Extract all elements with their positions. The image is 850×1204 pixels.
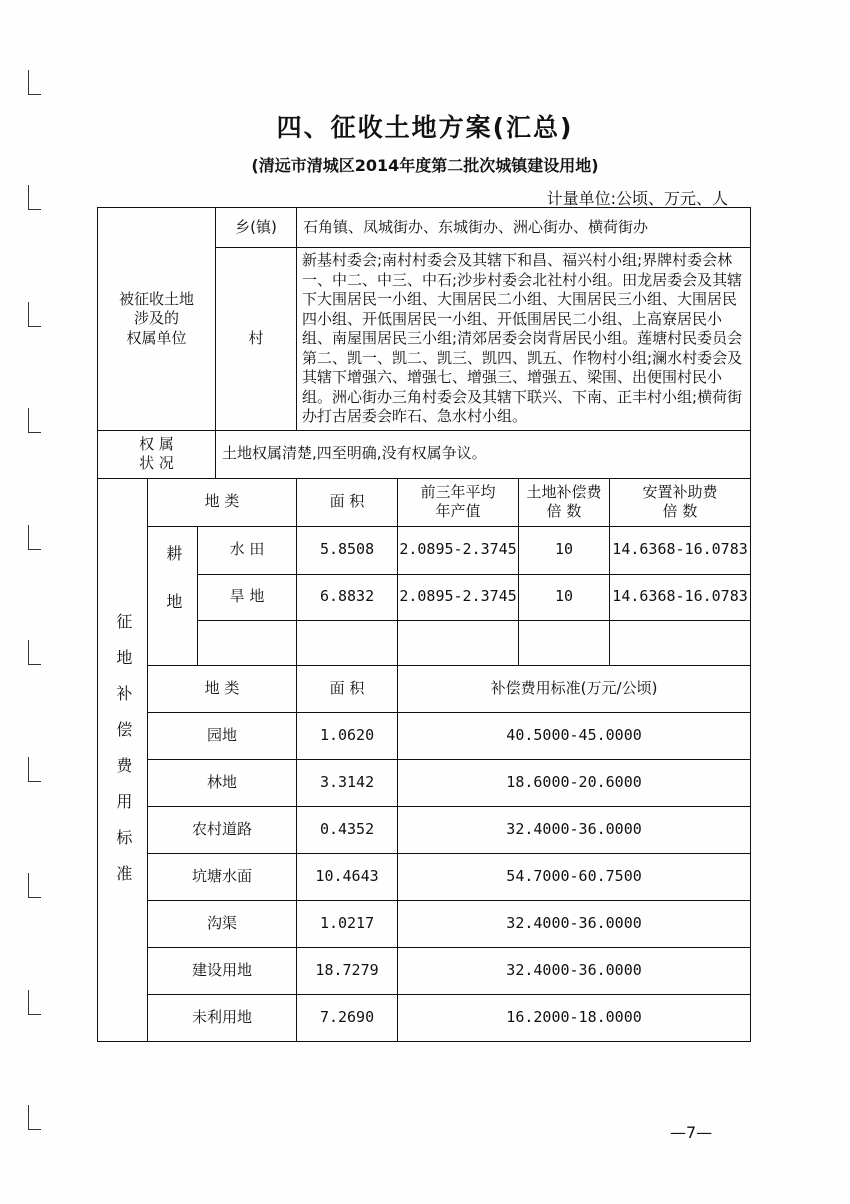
arable-empty-cell <box>398 620 519 665</box>
compensation-side-label: 征地补偿费用标准 <box>98 478 148 1041</box>
other-row-area: 3.3142 <box>297 759 398 806</box>
other-row-type: 沟渠 <box>148 900 297 947</box>
owner-unit-label: 被征收土地 涉及的 权属单位 <box>98 208 216 431</box>
arable-empty-cell <box>198 620 297 665</box>
arable-empty-cell <box>610 620 751 665</box>
binding-mark <box>28 757 41 782</box>
other-row-standard: 40.5000-45.0000 <box>398 712 751 759</box>
binding-mark <box>28 408 41 433</box>
ownership-status-value: 土地权属清楚,四至明确,没有权属争议。 <box>216 430 751 478</box>
arable-row-area: 5.8508 <box>297 526 398 574</box>
arable-row-resettle: 14.6368-16.0783 <box>610 526 751 574</box>
measurement-unit: 计量单位:公顷、万元、人 <box>546 189 728 208</box>
arable-row-multiple: 10 <box>519 574 610 620</box>
arable-label: 耕地 <box>148 526 198 665</box>
land-acquisition-table <box>97 207 751 1042</box>
arable-header-multiple: 土地补偿费 倍 数 <box>519 478 610 526</box>
town-value: 石角镇、凤城街办、东城街办、洲心街办、横荷街办 <box>297 208 751 248</box>
page-title: 四、征收土地方案(汇总) <box>276 113 574 142</box>
other-row-standard: 32.4000-36.0000 <box>398 900 751 947</box>
other-row-type: 农村道路 <box>148 806 297 853</box>
other-row-type: 建设用地 <box>148 947 297 994</box>
arable-row-output: 2.0895-2.3745 <box>398 574 519 620</box>
other-header-type: 地 类 <box>148 665 297 712</box>
arable-empty-cell <box>297 620 398 665</box>
other-row-type: 坑塘水面 <box>148 853 297 900</box>
arable-row-type: 水 田 <box>198 526 297 574</box>
other-row-type: 未利用地 <box>148 994 297 1041</box>
binding-mark <box>28 70 41 95</box>
other-header-standard: 补偿费用标准(万元/公顷) <box>398 665 751 712</box>
page-subtitle: (清远市清城区2014年度第二批次城镇建设用地) <box>251 156 599 175</box>
arable-row-type: 旱 地 <box>198 574 297 620</box>
arable-header-output: 前三年平均 年产值 <box>398 478 519 526</box>
other-row-area: 10.4643 <box>297 853 398 900</box>
binding-mark <box>28 185 41 210</box>
arable-header-area: 面 积 <box>297 478 398 526</box>
arable-header-resettle: 安置补助费 倍 数 <box>610 478 751 526</box>
arable-header-type: 地 类 <box>148 478 297 526</box>
other-row-area: 18.7279 <box>297 947 398 994</box>
arable-row-area: 6.8832 <box>297 574 398 620</box>
other-row-standard: 16.2000-18.0000 <box>398 994 751 1041</box>
arable-row-output: 2.0895-2.3745 <box>398 526 519 574</box>
binding-mark <box>28 525 41 550</box>
other-header-area: 面 积 <box>297 665 398 712</box>
other-row-type: 林地 <box>148 759 297 806</box>
binding-mark <box>28 1105 41 1130</box>
ownership-status-label: 权 属 状 况 <box>98 430 216 478</box>
other-row-area: 1.0217 <box>297 900 398 947</box>
other-row-standard: 32.4000-36.0000 <box>398 806 751 853</box>
binding-mark <box>28 302 41 327</box>
village-value: 新基村委会;南村村委会及其辖下和昌、福兴村小组;界牌村委会林一、中二、中三、中石;沙步村委会北社村小组。田龙居委会及其辖下大围居民一小组、大围居民二小组、大围居民三小组、大围居民四小组、开低围居民一小组、开低围居民二小组、上高寮居民小组、南屋围居民三小组;清郊居委会岗背居民小组。莲塘村民委员会第二、凯一、凯二、凯三、凯四、凯五、作物村小组;澜水村委会及其辖下增强六、增强七、增强三、增强五、梁围、出便围村民小组。洲心街办三角村委会及其辖下联兴、下南、正丰村小组;横荷街办打古居委会昨石、急水村小组。 <box>297 248 751 431</box>
other-row-standard: 54.7000-60.7500 <box>398 853 751 900</box>
other-row-standard: 32.4000-36.0000 <box>398 947 751 994</box>
binding-mark <box>28 640 41 665</box>
other-row-area: 7.2690 <box>297 994 398 1041</box>
other-row-type: 园地 <box>148 712 297 759</box>
arable-row-multiple: 10 <box>519 526 610 574</box>
village-label: 村 <box>216 248 297 431</box>
other-row-area: 0.4352 <box>297 806 398 853</box>
binding-mark <box>28 990 41 1015</box>
binding-mark <box>28 873 41 898</box>
town-label: 乡(镇) <box>216 208 297 248</box>
arable-empty-cell <box>519 620 610 665</box>
arable-row-resettle: 14.6368-16.0783 <box>610 574 751 620</box>
other-row-standard: 18.6000-20.6000 <box>398 759 751 806</box>
other-row-area: 1.0620 <box>297 712 398 759</box>
page-number: —7— <box>670 1123 713 1142</box>
